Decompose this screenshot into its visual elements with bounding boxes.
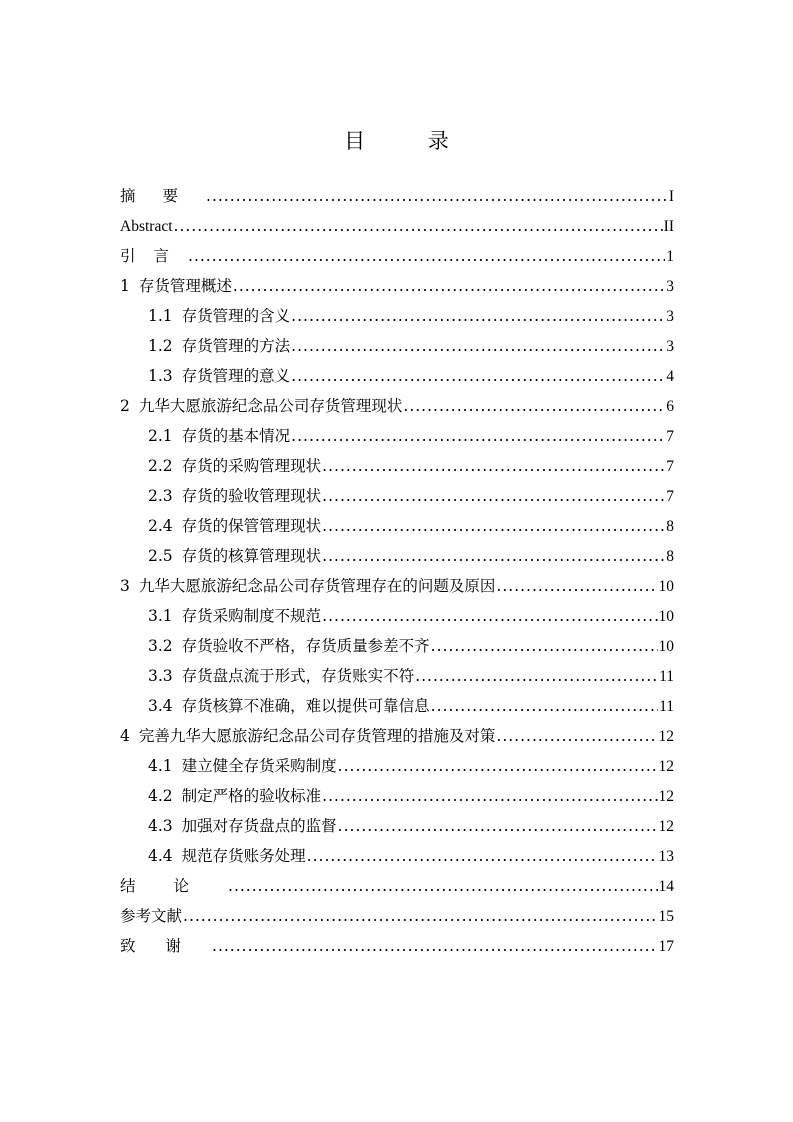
toc-entry-label: 加强对存货盘点的监督 (181, 817, 337, 835)
dot-leader (496, 571, 657, 601)
dot-leader (322, 451, 665, 481)
toc-entry-page: 11 (659, 698, 674, 715)
toc-entry-label: 存货的核算管理现状 (181, 547, 322, 565)
toc-entry-label: 存货的保管管理现状 (181, 517, 322, 535)
toc-entry-label: 致谢 (120, 937, 212, 955)
toc-entry-label: 存货验收不严格，存货质量参差不齐 (181, 637, 430, 655)
toc-entry-label: 存货的采购管理现状 (181, 457, 322, 475)
toc-entry[interactable] (120, 841, 674, 871)
toc-entry-number: 4.1 (148, 757, 173, 775)
toc-entry-number: 2.2 (148, 457, 173, 475)
toc-entry-page: 12 (658, 758, 674, 775)
toc-entry-label: 九华大愿旅游纪念品公司存货管理现状 (138, 397, 403, 415)
dot-leader (212, 931, 657, 961)
toc-entry[interactable] (120, 391, 674, 421)
toc-entry-label: Abstract (120, 218, 173, 235)
dot-leader (415, 661, 658, 691)
dot-leader (322, 511, 665, 541)
toc-entry-page: 1 (666, 248, 674, 265)
toc-entry[interactable] (120, 361, 674, 391)
dot-leader (291, 331, 665, 361)
toc-entry[interactable] (120, 901, 674, 931)
dot-leader (322, 541, 665, 571)
toc-entry-page: 4 (666, 368, 674, 385)
toc-entry-number: 2.1 (148, 427, 173, 445)
toc-entry-label: 存货管理的意义 (181, 367, 291, 385)
toc-entry-label: 存货盘点流于形式，存货账实不符 (181, 667, 415, 685)
toc-entry-page: 10 (658, 578, 674, 595)
toc-entry-number: 1.1 (148, 307, 173, 325)
toc-entry-page: 10 (658, 638, 674, 655)
toc-entry-page: 7 (666, 488, 674, 505)
dot-leader (403, 391, 665, 421)
dot-leader (338, 751, 658, 781)
toc-entry-label: 存货核算不准确，难以提供可靠信息 (181, 697, 430, 715)
toc-entry-page: 15 (658, 908, 674, 925)
toc-entry-number: 3 (120, 577, 130, 595)
dot-leader (431, 691, 658, 721)
toc-entry[interactable] (120, 571, 674, 601)
toc-entry-page: 10 (658, 608, 674, 625)
toc-entry-label: 存货管理概述 (138, 277, 232, 295)
dot-leader (206, 181, 668, 211)
toc-entry[interactable] (120, 811, 674, 841)
toc-title: 目 录 (344, 129, 477, 153)
toc-entry[interactable] (120, 601, 674, 631)
toc-entry-page: 14 (658, 878, 674, 895)
toc-entry-number: 2.4 (148, 517, 173, 535)
toc-entry[interactable] (120, 301, 674, 331)
toc-entry-label: 规范存货账务处理 (181, 847, 306, 865)
toc-entry[interactable] (120, 241, 674, 271)
toc-entry-page: 3 (666, 308, 674, 325)
dot-leader (228, 871, 657, 901)
toc-entry-page: 8 (666, 548, 674, 565)
dot-leader (322, 601, 657, 631)
toc-entry[interactable] (120, 511, 674, 541)
toc-entry[interactable] (120, 421, 674, 451)
toc-entry-label: 存货采购制度不规范 (181, 607, 322, 625)
toc-entry-number: 3.2 (148, 637, 173, 655)
toc-entry-number: 3.1 (148, 607, 173, 625)
toc-entry-page: 8 (666, 518, 674, 535)
toc-entry-label: 完善九华大愿旅游纪念品公司存货管理的措施及对策 (138, 727, 496, 745)
toc-entry[interactable] (120, 931, 674, 961)
toc-entry-number: 4.2 (148, 787, 173, 805)
toc-entry-page: 12 (658, 788, 674, 805)
dot-leader (307, 841, 658, 871)
dot-leader (174, 211, 663, 241)
toc-entry[interactable] (120, 541, 674, 571)
toc-entry-label: 建立健全存货采购制度 (181, 757, 337, 775)
toc-entry-label: 结论 (120, 877, 228, 895)
dot-leader (291, 361, 665, 391)
dot-leader (188, 241, 665, 271)
toc-entry-label: 存货管理的方法 (181, 337, 291, 355)
toc-entry-label: 存货的验收管理现状 (181, 487, 322, 505)
toc-entry-label: 制定严格的验收标准 (181, 787, 322, 805)
toc-entry[interactable] (120, 331, 674, 361)
toc-entry-label: 参考文献 (120, 907, 183, 925)
toc-entry[interactable] (120, 721, 674, 751)
toc-entry-page: 11 (659, 668, 674, 685)
toc-entry-label: 存货的基本情况 (181, 427, 291, 445)
toc-entry-page: 7 (666, 428, 674, 445)
dot-leader (338, 811, 658, 841)
dot-leader (183, 901, 657, 931)
toc-entry-label: 存货管理的含义 (181, 307, 291, 325)
toc-entry-label: 九华大愿旅游纪念品公司存货管理存在的问题及原因 (138, 577, 496, 595)
toc-entry-number: 3.4 (148, 697, 173, 715)
toc-entry-number: 1.2 (148, 337, 173, 355)
toc-entry-number: 2.5 (148, 547, 173, 565)
toc-entry[interactable] (120, 181, 674, 211)
toc-entry[interactable] (120, 661, 674, 691)
toc-entry-label: 摘要 (120, 187, 206, 205)
toc-entry[interactable] (120, 751, 674, 781)
toc-entry-page: II (663, 218, 674, 235)
toc-entry[interactable] (120, 871, 674, 901)
toc-entry[interactable] (120, 481, 674, 511)
toc-entry-number: 3.3 (148, 667, 173, 685)
dot-leader (431, 631, 658, 661)
toc-entry-page: 17 (658, 938, 674, 955)
toc-entry-number: 1.3 (148, 367, 173, 385)
toc-entry[interactable] (120, 451, 674, 481)
toc-entry-page: 6 (666, 398, 674, 415)
dot-leader (291, 421, 665, 451)
toc-entry-label: 引言 (120, 247, 188, 265)
toc-entry[interactable] (120, 691, 674, 721)
toc-entry-page: 3 (666, 278, 674, 295)
table-of-contents (120, 181, 674, 961)
toc-entry-number: 4.3 (148, 817, 173, 835)
toc-entry-number: 1 (120, 277, 130, 295)
toc-entry-number: 4.4 (148, 847, 173, 865)
toc-entry-number: 2.3 (148, 487, 173, 505)
toc-entry-page: 7 (666, 458, 674, 475)
dot-leader (233, 271, 665, 301)
dot-leader (322, 781, 657, 811)
toc-entry[interactable] (120, 271, 674, 301)
toc-entry-page: I (668, 188, 674, 205)
dot-leader (496, 721, 657, 751)
toc-entry-page: 12 (658, 818, 674, 835)
toc-entry-number: 4 (120, 727, 130, 745)
toc-entry[interactable] (120, 781, 674, 811)
dot-leader (322, 481, 665, 511)
toc-entry-page: 13 (658, 848, 674, 865)
toc-entry[interactable] (120, 631, 674, 661)
toc-entry-page: 3 (666, 338, 674, 355)
toc-entry[interactable] (120, 211, 674, 241)
dot-leader (291, 301, 665, 331)
toc-entry-number: 2 (120, 397, 130, 415)
toc-entry-page: 12 (658, 728, 674, 745)
